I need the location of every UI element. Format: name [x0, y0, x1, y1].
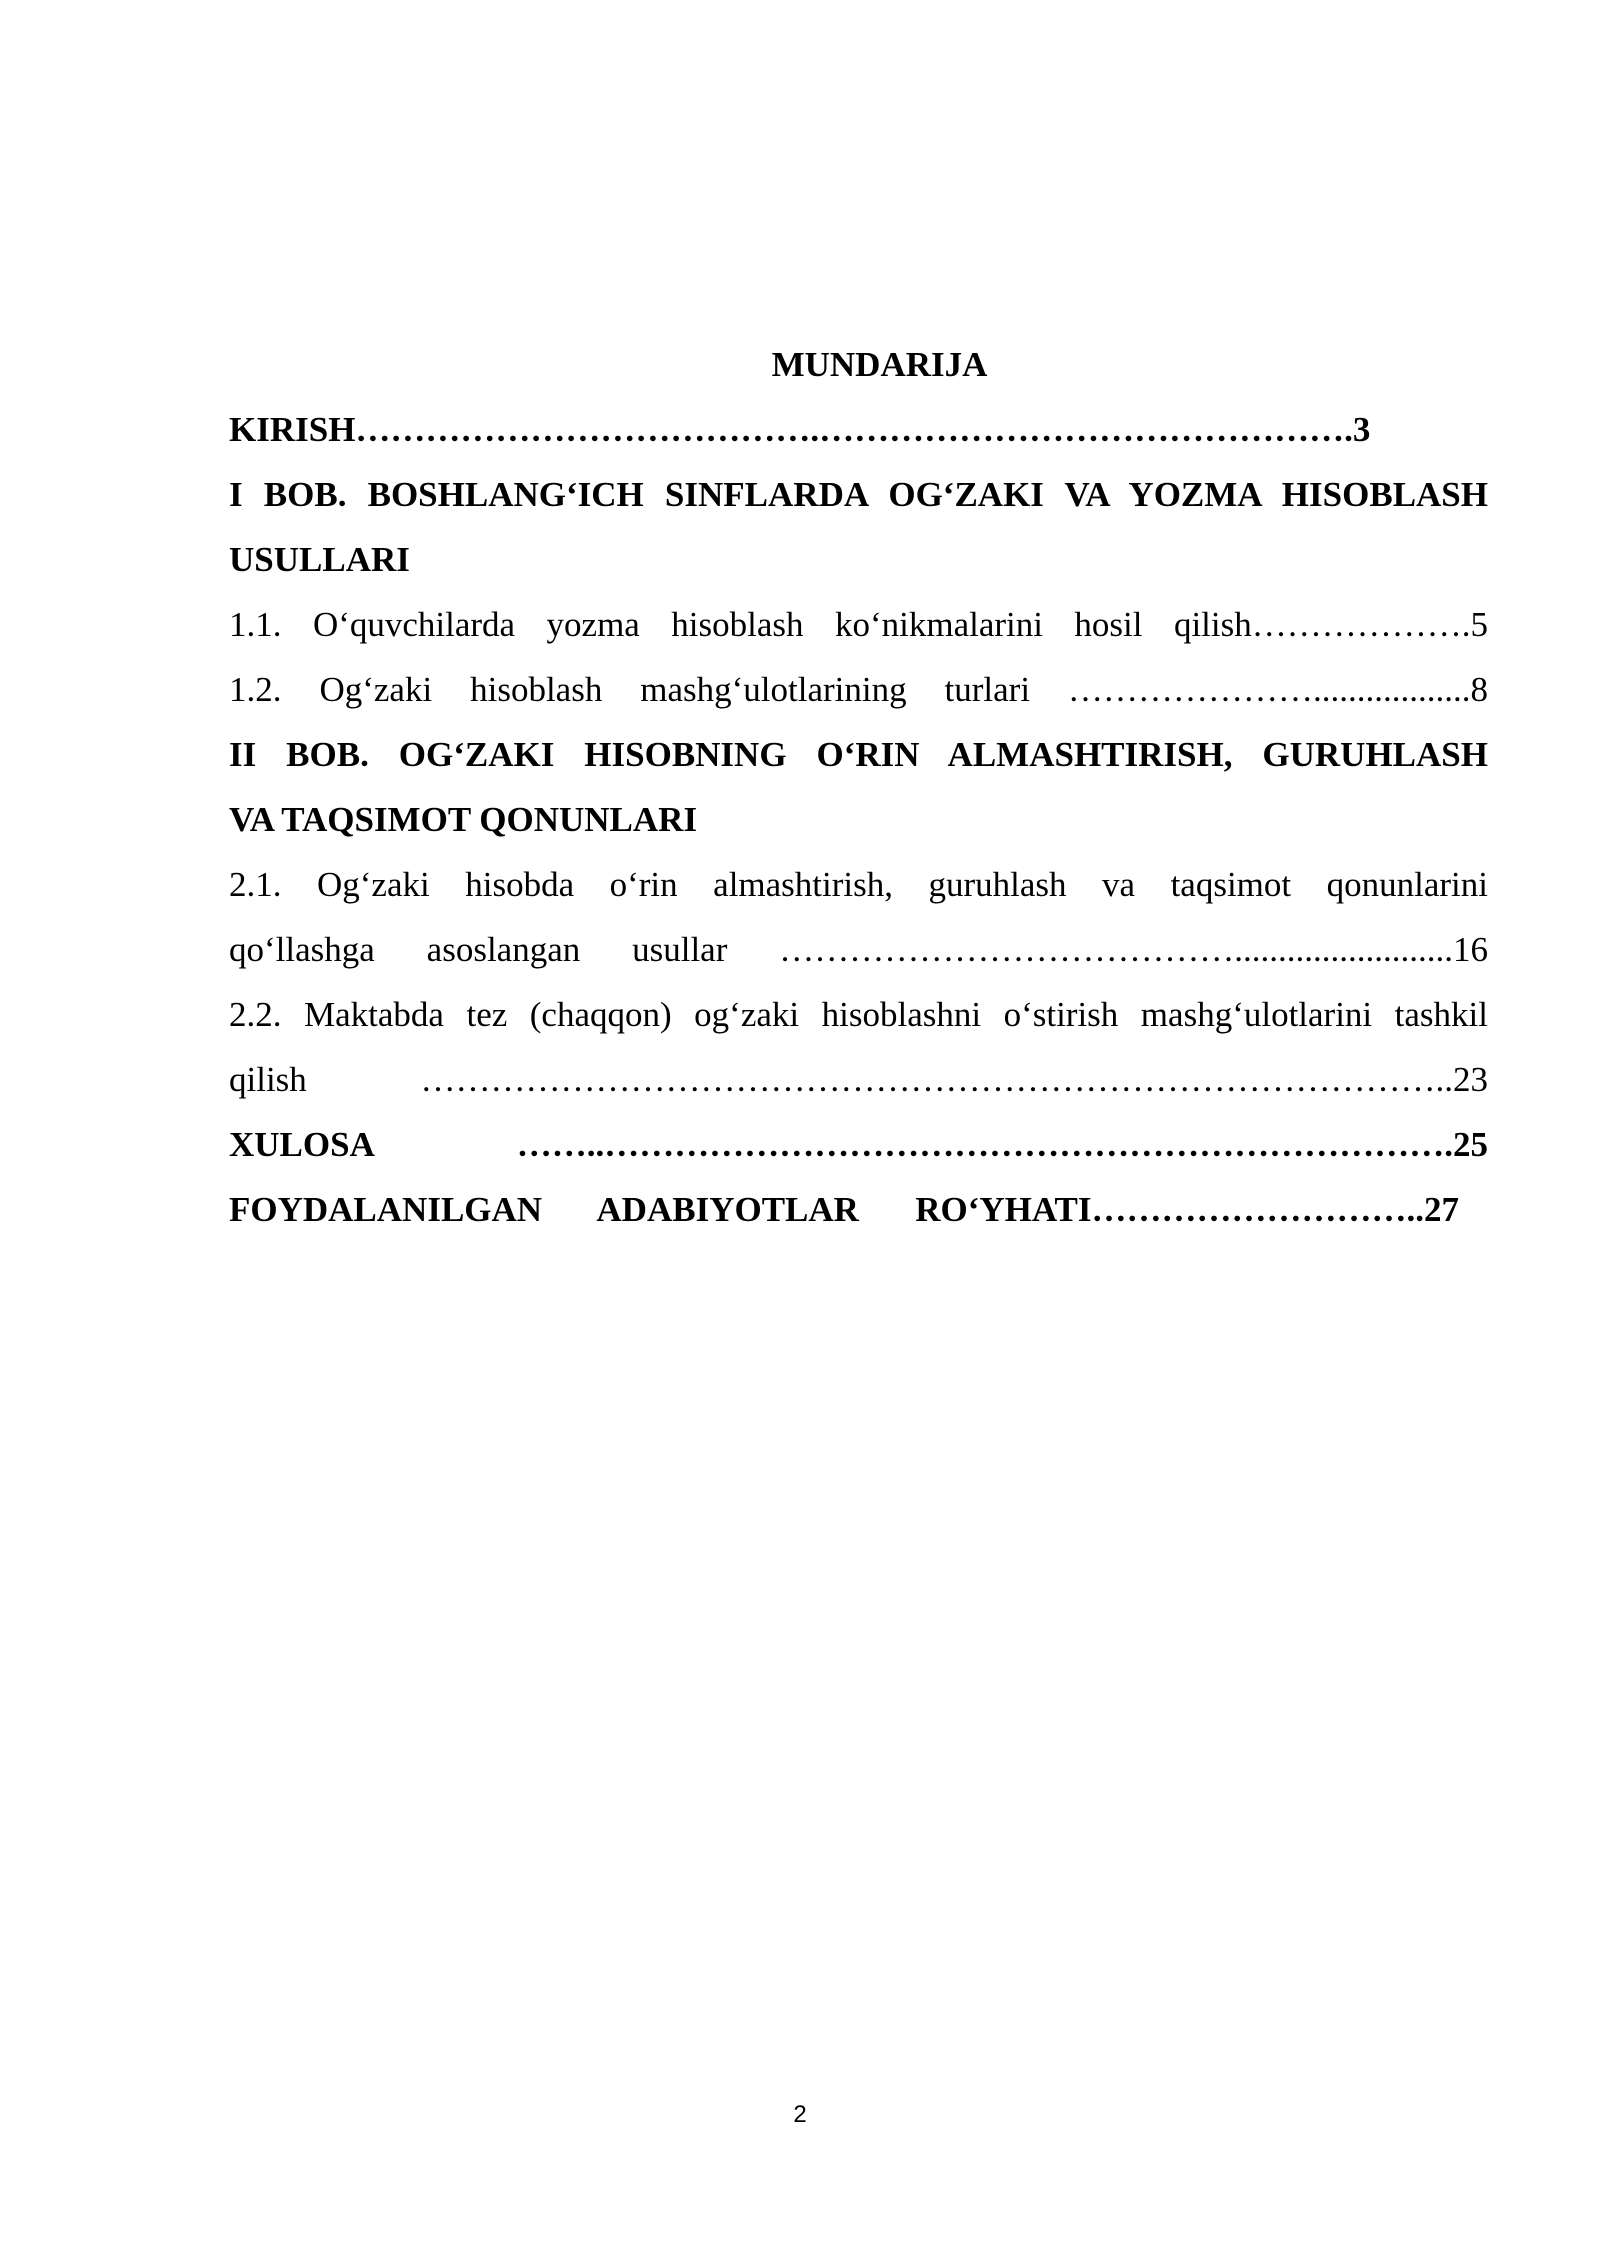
page-number: 2 — [793, 2101, 807, 2128]
toc-entry-2-2-cont: qilish ……………………………………………………………………………..23 — [229, 1060, 1488, 1099]
toc-entry-2-1: 2.1. Og‘zaki hisobda o‘rin almashtirish, guruhlash va taqsimot qonunlarini — [229, 865, 1488, 904]
toc-chapter-1-heading: I BOB. BOSHLANG‘ICH SINFLARDA OG‘ZAKI VA YOZMA HISOBLASH — [229, 475, 1488, 514]
toc-entry-1-2: 1.2. Og‘zaki hisoblash mashg‘ulotlarining turlari …………………..................8 — [229, 670, 1488, 709]
table-of-contents — [229, 332, 1488, 1242]
toc-entry-2-1-cont: qo‘llashga asoslangan usullar ………………………………….........................16 — [229, 930, 1488, 969]
toc-entry-xulosa: XULOSA ……..……………………………………………………………….25 — [229, 1125, 1488, 1164]
toc-chapter-1-heading-cont: USULLARI — [229, 540, 410, 579]
toc-chapter-2-heading-cont: VA TAQSIMOT QONUNLARI — [229, 800, 698, 839]
toc-entry-2-2: 2.2. Maktabda tez (chaqqon) og‘zaki hisoblashni o‘stirish mashg‘ulotlarini tashkil — [229, 995, 1488, 1034]
toc-entry-adabiyotlar: FOYDALANILGAN ADABIYOTLAR RO‘YHATI………………………..27 — [229, 1190, 1459, 1229]
toc-entry-1-1: 1.1. O‘quvchilarda yozma hisoblash ko‘nikmalarini hosil qilish……………….5 — [229, 605, 1488, 644]
toc-entry-kirish: KIRISH………………………………….……………………………………….3 — [229, 410, 1371, 449]
toc-chapter-2-heading: II BOB. OG‘ZAKI HISOBNING O‘RIN ALMASHTIRISH, GURUHLASH — [229, 735, 1488, 774]
toc-title: MUNDARIJA — [771, 345, 988, 384]
